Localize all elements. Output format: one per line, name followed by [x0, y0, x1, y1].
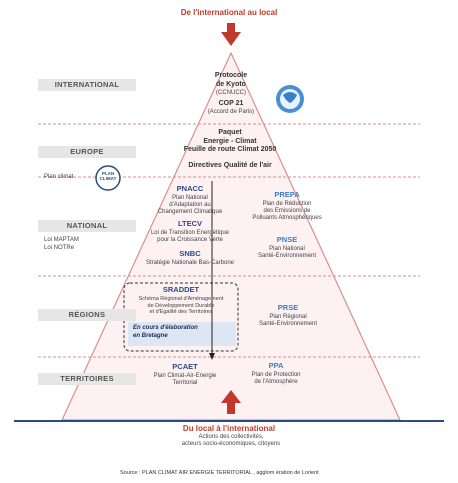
level-national: NATIONAL — [38, 220, 136, 232]
prse-desc: Plan Régional Santé-Environnement — [258, 314, 318, 327]
level-international: INTERNATIONAL — [38, 79, 136, 91]
actions-text: Actions des collectivités, acteurs socio-économiques, citoyens — [181, 434, 281, 447]
ppa-title: PPA — [268, 361, 284, 370]
bottom-band — [14, 420, 444, 422]
down-arrow-icon — [221, 23, 241, 46]
level-regions: RÉGIONS — [38, 309, 136, 321]
pcaet-desc: Plan Climat-Air-Energie Territorial — [153, 373, 217, 386]
plan-climat-label: Plan climat — [44, 174, 74, 180]
protocole-kyoto: Protocole de Kyoto — [214, 72, 248, 88]
pnse-title: PNSE — [276, 235, 298, 244]
ccnucc: (CCNUCC) — [216, 90, 246, 96]
elaboration-note: En cours d'élaboration en Bretagne — [133, 325, 198, 339]
top-title: De l'international au local — [180, 8, 278, 17]
accord-paris: (Accord de Paris) — [207, 109, 255, 115]
directives-qualite-air: Directives Qualité de l'air — [188, 162, 272, 169]
paquet-energie-climat: Paquet Energie - Climat Feuille de route Climat 2050 — [183, 129, 277, 153]
pnacc-desc: Plan National d'Adaptation au Changement Climatique — [157, 195, 223, 215]
ltecv-desc: Loi de Transition Energétique pour la Croissance Verte — [150, 230, 230, 243]
pnse-desc: Plan National Santé-Environnement — [257, 246, 317, 259]
sraddet-title: SRADDET — [162, 285, 200, 294]
loi-maptam: Loi MAPTAM — [44, 237, 79, 243]
prse-title: PRSE — [277, 303, 299, 312]
level-territoires: TERRITOIRES — [38, 373, 136, 385]
plan-logo-line2: CLIMAT — [99, 176, 117, 181]
plan-climat-logo — [96, 171, 120, 181]
snbc-desc: Stratégie Nationale Bas-Carbone — [145, 260, 235, 266]
loi-notre: Loi NOTRe — [44, 245, 75, 251]
ppa-desc: Plan de Protection de l'Atmosphère — [251, 372, 301, 385]
prepa-title: PREPA — [274, 190, 300, 199]
pnacc-title: PNACC — [176, 184, 204, 193]
level-europe: EUROPE — [38, 146, 136, 158]
bottom-title: Du local à l'international — [182, 424, 276, 433]
sraddet-desc: Schéma Régional d'Aménagement de Développement Durable et d'Egalité des Territoires — [138, 296, 224, 315]
ltecv-title: LTECV — [177, 219, 203, 228]
plan-logo-line1: PLAN — [101, 171, 115, 176]
prepa-desc: Plan de Réduction des Emissions de Polluants Atmosphériques — [252, 201, 322, 221]
pcaet-title: PCAET — [172, 362, 198, 371]
snbc-title: SNBC — [179, 249, 201, 258]
source-caption: Source : PLAN CLIMAT AIR ENERGIE TERRITORIAL , agglom ération de Lorient — [120, 470, 319, 476]
cop21: COP 21 — [218, 100, 244, 107]
